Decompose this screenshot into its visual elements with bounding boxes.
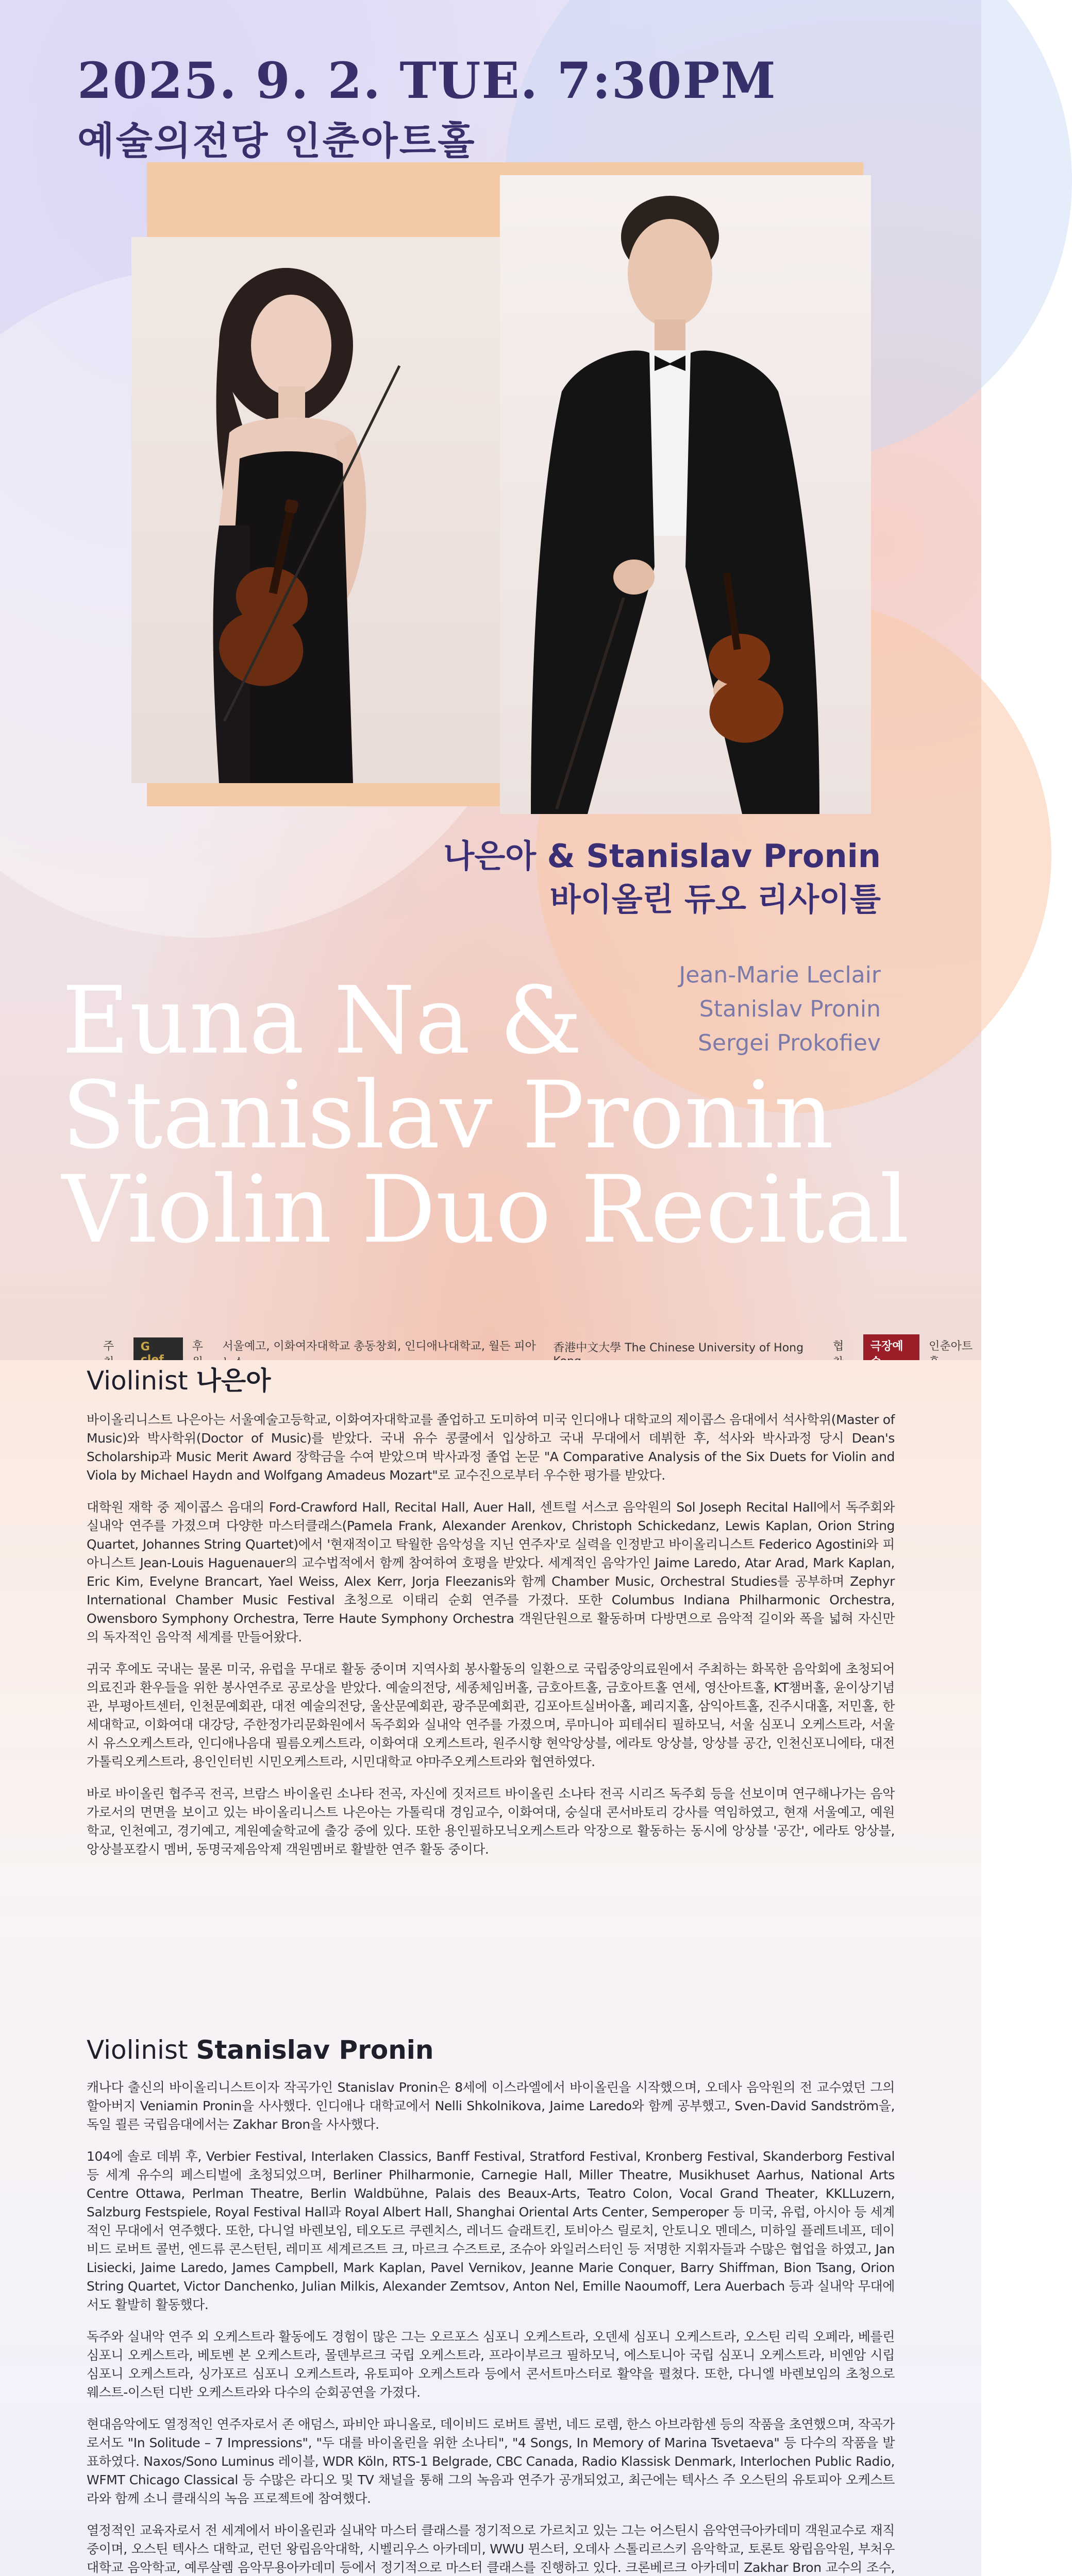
bio-paragraph: 현대음악에도 열정적인 연주자로서 존 애덤스, 파비안 파니올로, 데이비드 로버트 콜번, 네드 로렘, 한스 아브라함센 등의 작품을 초연했으며, 작곡가로서도 "In Solitude – 7 Impressions", "두 대를 바이올린을 위한 소나티", "4 Songs, In Memory of Marina Tsvetaeva" 등 다수의 작품을 발표하였다. Naxos/Sono Luminus 레이블, WDR Köln, RTS-1 Belgrade, CBC Canada, Radio Klassisk Denmark, Interlochen Public Radio, WFMT Chicago Classical 등 수많은 라디오 및 TV 채널을 통해 그의 녹음과 연주가 공개되었고, 최근에는 텍사스 주 오스틴의 유토피아 오케스트라와 함께 소니 클래식의 녹음 프로젝트에 참여했다. [87,2417,895,2506]
composer-name: Sergei Prokofiev [698,1030,881,1056]
bio-heading-name: 나은아 [196,1366,271,1396]
bio-paragraph: 104에 솔로 데뷔 후, Verbier Festival, Interlaken Classics, Banff Festival, Stratford Festival, Kronberg Festival, Skanderborg Festival 등 세계 유수의 페스티벌에 초청되었으며, Berliner Philharmonie, Carnegie Hall, Miller Theatre, Musikhuset Aarhus, National Arts Centre Ottawa, Perlman Theatre, Berlin Waldbühne, Palais des Beaux-Arts, Teatro Colon, Vocal Grand Theater, KKLLuzern, Salzburg Festspiele, Royal Festival Hall과 Royal Albert Hall, Shanghai Oriental Arts Center, Semperoper 등 미국, 유럽, 아시아 등 세계적인 무대에서 연주했다. 또한, 다니얼 바렌보임, 테오도르 쿠렌치스, 레너드 슬래트킨, 토비아스 릴로치, 안토니오 멘데스, 미하일 플레트네프, 데이비드 로버트 콜번, 엔드류 콘스턴틴, 레미프 세계르즈트 크, 마르크 수즈트로, 조슈아 와일러스터인 등 저명한 지휘자들과 수많은 협업을 하였고, Jan Lisiecki, Jaime Laredo, James Campbell, Mark Kaplan, Pavel Vernikov, Jeanne Marie Conquer, Barry Shiffman, Bion Tsang, Orion String Quartet, Victor Danchenko, Julian Milkis, Alexander Zemtsov, Anton Nel, Emille Naoumoff, Lera Auerbach 등과 실내악 무대에서도 활발히 활동했다. [87,2149,895,2312]
biographies [0,1360,981,2576]
concert-date: 2025. 9. 2. TUE. 7:30PM [77,52,777,110]
bio-euna-na [87,1360,895,1872]
bio-paragraph: 독주와 실내악 연주 외 오케스트라 활동에도 경험이 많은 그는 오르포스 심포니 오케스트라, 오덴세 심포니 오케스트라, 오스틴 리릭 오페라, 베를린 심포니 오케스트라, 베토벤 본 오케스트라, 몰덴부르크 국립 오케스트라, 프라이부르크 필하모닉, 에스토니아 국립 심포니 오케스트라, 비엔암 시립 심포니 오케스트라, 싱가포르 심포니 오케스트라, 유토피아 오케스트라 등에서 콘서트마스터로 활약을 펼쳤다. 또한, 다니엘 바렌보임의 초청으로 웨스트-이스턴 디반 오케스트라와 다수의 순회공연을 가졌다. [87,2329,895,2400]
stanislav-pronin-photo [500,175,871,814]
bio-heading-prefix: Violinist [87,1366,188,1396]
host-logo: G [133,1337,183,1369]
poster [0,0,981,1360]
bio-heading [87,1360,895,1397]
bio-stanislav-pronin [87,2035,895,2576]
venue-badge: 인춘아트 [929,1340,973,1353]
composer-name: Jean-Marie Leclair [679,962,881,988]
bio-paragraph: 바이올리니스트 나은아는 서울예술고등학교, 이화여자대학교를 졸업하고 도미하여 미국 인디애나 대학교의 제이콥스 음대에서 석사학위(Master of Music)와 박사학위(Doctor of Music)를 받았다. 국내 유수 콩쿨에서 입상하고 국내 무대에서 데뷔한 후, 석사와 박사과정 당시 Dean's Scholarship과 Music Merit Award 장학금을 수여 받았으며 박사과정 졸업 논문 "A Comparative Analysis of the Six Duets for Violin and Viola by Michael Haydn and Wolfgang Amadeus Mozart"로 교수진으로부터 우수한 평가를 받았다. [87,1412,895,1483]
euna-na-photo [131,237,523,783]
english-title-line: Euna Na & [62,967,583,1075]
korean-title-line-2: 바이올린 듀오 리사이틀 [549,880,881,918]
support-label: 후 [192,1340,203,1353]
bio-paragraph: 바로 바이올린 협주곡 전곡, 브람스 바이올린 소나타 전곡, 자신에 짓저르트 바이올린 소나타 전곡 시리즈 독주회 등을 선보이며 연구해나가는 음악가로서의 면면을 보이고 있는 바이올리니스트 나은아는 가톨릭대 경임교수, 이화여대, 숭실대 콘서바토리 강사를 역임하였고, 현재 서울예고, 예원학교, 인천예고, 경기예고, 계원예술학교에 출강 중에 있다. 또한 용인필하모닉오케스트라 악장으로 활동하는 동시에 앙상블 '공간', 에라토 앙상블, 앙상블포칼시 멤버, 동명국제음악제 객원멤버로 활발한 연주 활동 중이다. [87,1786,895,1857]
agency-logo: 극장예 [863,1334,919,1372]
korean-title-line-1: 나은아 & Stanislav Pronin [443,837,881,875]
english-title-line: Stanislav Pronin [62,1061,834,1170]
bio-paragraph: 귀국 후에도 국내는 물론 미국, 유럽을 무대로 활동 중이며 지역사회 봉사활동의 일환으로 국립중앙의료원에서 주최하는 화목한 음악회에 초청되어 의료진과 환우들을 위한 봉사연주로 공로상을 받았다. 예술의전당, 세종체임버홀, 금호아트홀, 금호아트홀 연세, 영산아트홀, KT챔버홀, 윤이상기념관, 부평아트센터, 인천문예회관, 대전 예술의전당, 울산문예회관, 광주문예회관, 김포아트실버아홀, 페리지홀, 삼익아트홀, 진주시대홀, 저민홀, 한세대학교, 이화여대 대강당, 주한정가리문화원에서 독주회와 실내악 연주를 가졌으며, 루마니아 피테쉬티 필하모닉, 서울 심포니 오케스트라, 서울시 유스오케스트라, 인디애나음대 필름오케스트라, 이화여대 오케스트라, 원주시향 현악앙상블, 에라토 앙상블, 앙상블 공간, 인천신포니에타, 대전가톨릭오케스트라, 용인인터빈 시민오케스트라, 시민대학교 야마주오케스트라와 협연하였다. [87,1662,895,1769]
violinist-figure-female [131,237,523,783]
english-title-line: Violin Duo Recital [62,1156,910,1264]
concert-venue: 예술의전당 인춘아트홀 [77,119,476,163]
bio-paragraph: 대학원 재학 중 제이콥스 음대의 Ford-Crawford Hall, Recital Hall, Auer Hall, 센트럴 서스코 음악원의 Sol Joseph Recital Hall에서 독주회와 실내악 연주를 가졌으며 다양한 마스터클래스(Pamela Frank, Alexander Arenkov, Christoph Schickedanz, Lewis Kaplan, Orion String Quartet, Johannes String Quartet)에서 '현재적이고 탁월한 음악성을 지닌 연주자'로 실력을 인정받고 바이올리니스트 Federico Agostini와 피아니스트 Jean-Louis Haguenauer의 교수법적에서 함께 참여하여 호평을 받았다. 세계적인 음악가인 Jaime Laredo, Atar Arad, Mark Kaplan, Eric Kim, Evelyne Brancart, Yael Weiss, Alex Kerr, Jorja Fleezanis와 함께 Chamber Music, Orchestral Studies를 공부하며 Zephyr International Chamber Music Festival 초청으로 이태리 순회 연주를 가졌다. 또한 Columbus Indiana Philharmonic Orchestra, Owensboro Symphony Orchestra, Terre Haute Symphony Orchestra 객원단원으로 활동하며 다방면으로 음악적 길이와 폭을 넓혀 자신만의 독자적인 음악적 세계를 만들어왔다. [87,1500,895,1645]
korean-title [443,835,881,921]
composer-name: Stanislav Pronin [699,996,881,1022]
bio-heading [87,2035,895,2065]
host-label: 주 [103,1340,114,1353]
bio-paragraph: 열정적인 교육자로서 전 세계에서 바이올린과 실내악 마스터 클래스를 정기적으로 가르치고 있는 그는 어스틴시 음악연극아카데미 객원교수로 재직 중이며, 오스틴 텍사스 대학교, 런던 왕립음악대학, 시벨리우스 아카데미, WWU 뮌스터, 오데사 스톨리르스키 음악학교, 토론토 왕립음악원, 부처우 대학교 음악학교, 예루살렘 음악무용아카데미 등에서 정기적으로 마스터 클래스를 진행하고 있다. 크론베르크 아카데미 Zakhar Bron 교수의 조수, [87,2523,895,2575]
university-logo: 香港中文大學 The Chinese University of Hong [553,1342,804,1354]
agency-label: 협 [832,1340,844,1353]
violinist-figure-male [500,175,871,814]
support-text: 서울예고, 이화여자대학교 총동창회, 인디애나대학교, 월든 피아 [222,1340,536,1353]
bio-heading-prefix: Violinist [87,2035,188,2065]
bio-heading-name: Stanislav Pronin [196,2035,434,2065]
bio-paragraph: 캐나다 출신의 바이올리니스트이자 작곡가인 Stanislav Pronin은 8세에 이스라엘에서 바이올린을 시작했으며, 오데사 음악원의 전 교수였던 그의 할아버지 Veniamin Pronin을 사사했다. 인디애나 대학교에서 Nelli Shkolnikova, Jaime Laredo와 함께 공부했고, Sven-David Sandström을, 독일 쾰른 국립음대에서는 Zakhar Bron을 사사했다. [87,2080,895,2132]
english-title [62,967,910,1264]
